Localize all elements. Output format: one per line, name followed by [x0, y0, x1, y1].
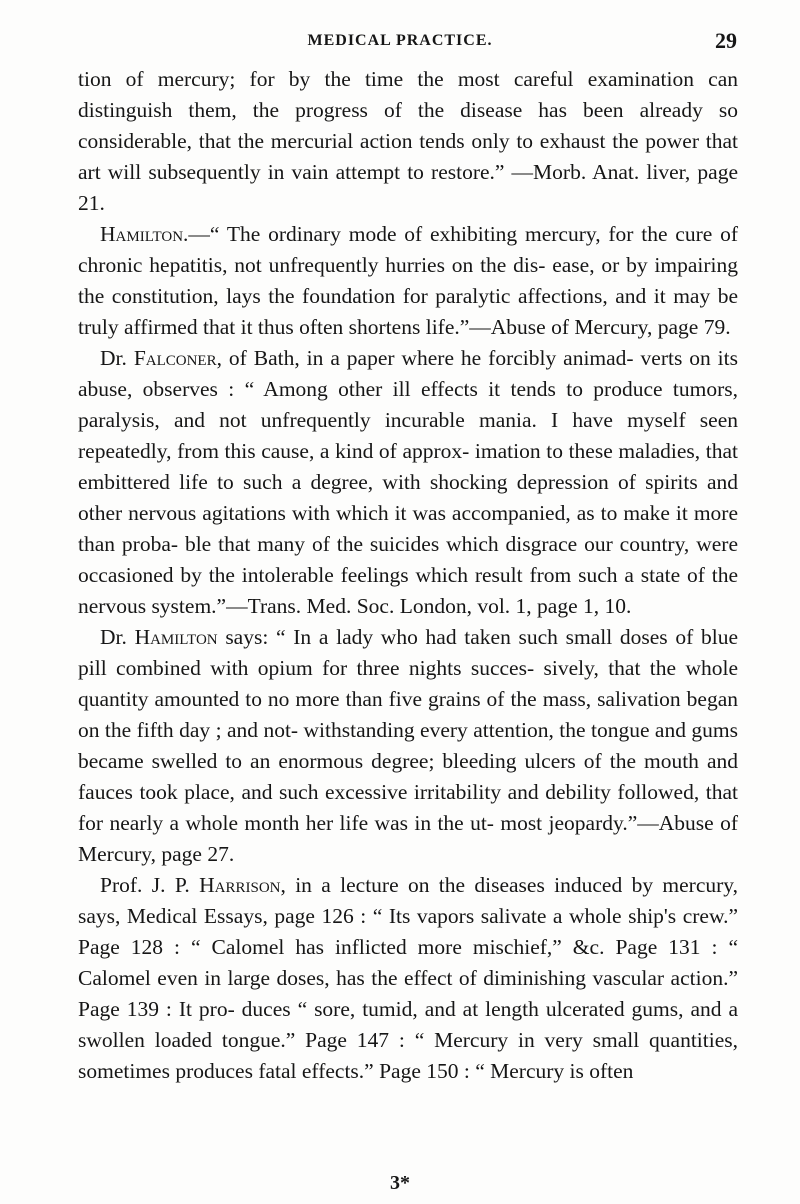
paragraph-text: tion of mercury; for by the time the most careful examination can distinguish them, the progress of the disease has been already so considerable, that the mercurial action tends only to exhaust the power that art will subsequently in vain attempt to restore.” —Morb. Anat. liver, page 21. — [78, 67, 738, 215]
paragraph-falconer-quote — [78, 343, 738, 622]
signature-mark: 3* — [390, 1172, 410, 1194]
author-name: Hamilton. — [100, 222, 189, 246]
paragraph-hamilton-case — [78, 622, 738, 870]
page-number: 29 — [715, 28, 737, 53]
paragraph-text: , in a lecture on the diseases induced by mercury, says, Medical Essays, page 126 : “ Its vapors salivate a whole ship's crew.” Page 128 : “ Calomel has inflicted more mischief,” &c. Page 131 : “ Calomel even in large doses, has the effect of diminishing vascular action.” Page 139 : It pro- duces “ sore, tumid, and at length ulcerated gums, and a swollen loaded tongue.” Page 147 : “ Mercury in very small quantities, sometimes produces fatal effects.” Page 150 : “ Mercury is often — [78, 873, 739, 1083]
author-title: Dr. — [100, 346, 134, 370]
author-title: Dr. — [100, 625, 135, 649]
running-head: MEDICAL PRACTICE. — [307, 32, 493, 49]
paragraph-hamilton-quote — [78, 219, 738, 343]
author-title: Prof. J. P. — [100, 873, 200, 897]
paragraph-continuation — [78, 64, 738, 219]
author-name: Harrison — [199, 873, 281, 897]
body-text — [78, 64, 738, 1087]
paragraph-text: , of Bath, in a paper where he forcibly animad- verts on its abuse, observes : “ Among other ill effects it tends to produce tumors, paralysis, and not unfrequently incurable mania. I have myself seen repeatedly, from this cause, a kind of approx- imation to these maladies, that embittered life to such a degree, with shocking depression of spirits and other nervous agitations with which it was accompanied, as to make it more than proba- ble that many of the suicides which disgrace our country, were occasioned by the intolerable feelings which result from such a state of the nervous system.”—Trans. Med. Soc. London, vol. 1, page 1, 10. — [78, 346, 739, 618]
paragraph-harrison-lecture — [78, 870, 738, 1087]
paragraph-text: says: “ In a lady who had taken such small doses of blue pill combined with opium for three nights succes- sively, that the whole quantity amounted to no more than five grains of the mass, salivation began on the fifth day ; and not- withstanding every attention, the tongue and gums became swelled to an enormous degree; bleeding ulcers of the mouth and fauces took place, and such excessive irritability and debility followed, that for nearly a whole month her life was in the ut- most jeopardy.”—Abuse of Mercury, page 27. — [78, 625, 738, 866]
paragraph-text: —“ The ordinary mode of exhibiting mercury, for the cure of chronic hepatitis, not unfrequently hurries on the dis- ease, or by impairing the constitution, lays the foundation for paralytic affections, and it may be truly affirmed that it thus often shortens life.”—Abuse of Mercury, page 79. — [78, 222, 738, 339]
author-name: Falconer — [133, 346, 217, 370]
page-header — [0, 28, 800, 54]
author-name: Hamilton — [134, 625, 218, 649]
